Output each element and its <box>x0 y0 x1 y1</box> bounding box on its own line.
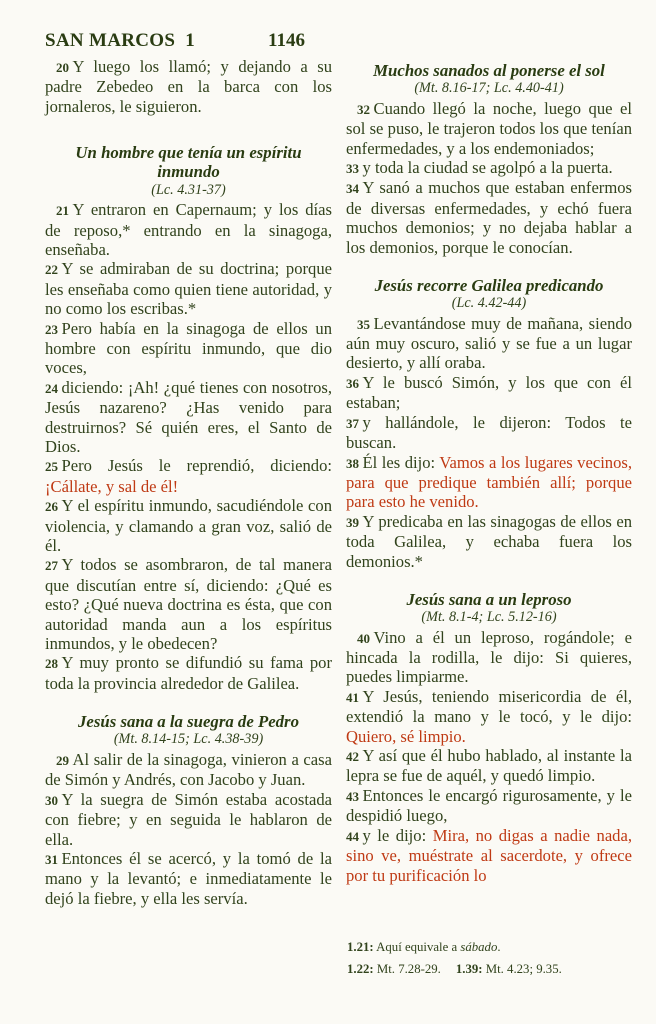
verse-text: Pero había en la sinagoga de ellos un hombre con espíritu inmundo, que dio voces, <box>45 318 332 378</box>
verse-text: y toda la ciudad se agolpó a la puerta. <box>362 157 613 177</box>
verse-number: 39 <box>346 514 359 530</box>
page-number: 1146 <box>268 30 305 51</box>
section-reference: (Mt. 8.14-15; Lc. 4.38-39) <box>113 731 264 748</box>
verse-36 <box>346 373 632 413</box>
red-letter-text: Vamos a los lugares vecinos, para que predique también allí; porque para esto he venido. <box>346 452 633 512</box>
verse-30 <box>45 790 332 849</box>
verse-text: Y sanó a muchos que estaban enfermos de diversas enfermedades, y echó fuera muchos demonios; y no dejaba hablar a los demonios, porque le conocían. <box>346 178 632 257</box>
verse-number: 24 <box>45 380 58 396</box>
verse-26 <box>45 496 332 555</box>
verse-number: 33 <box>346 160 359 176</box>
verse-number: 28 <box>45 656 58 672</box>
verse-number: 22 <box>45 262 58 278</box>
verse-number: 43 <box>346 788 359 804</box>
section-heading-galilee-preaching: Jesús recorre Galilea predicando <box>374 275 604 295</box>
footnotes <box>347 940 631 984</box>
text-columns <box>45 57 632 908</box>
verse-text: Al salir de la sinagoga, vinieron a casa de Simón y Andrés, con Jacobo y Juan. <box>45 749 332 790</box>
verse-33 <box>346 158 632 178</box>
verse-41 <box>346 687 632 746</box>
verse-text: y le dijo: <box>362 825 433 845</box>
verse-text: Y luego los llamó; y dejando a su padre Zebedeo en la barca con los jornaleros, le siguieron. <box>45 57 332 116</box>
verse-text: Y la suegra de Simón estaba acostada con fiebre; y en seguida le hablaron de ella. <box>45 789 332 849</box>
verse-text: diciendo: ¡Ah! ¿qué tienes con nosotros, Jesús nazareno? ¿Has venido para destruirnos? Sé quién eres, el Santo de Dios. <box>45 377 332 456</box>
red-letter-text: Quiero, sé limpio. <box>346 726 466 746</box>
verse-text: Y todos se asombraron, de tal manera que discutían entre sí, diciendo: ¿Qué es esto? ¿Qué nueva doctrina es ésta, que con autoridad manda aun a los espíritus inmundos, y le obedecen? <box>45 555 332 654</box>
verse-31 <box>45 849 332 908</box>
verse-number: 25 <box>45 459 58 475</box>
page-header <box>45 30 632 55</box>
footnote-label: 1.39: <box>455 962 483 976</box>
verse-text: Él les dijo: <box>362 452 440 472</box>
verse-24 <box>45 378 332 457</box>
verse-number: 30 <box>45 792 58 808</box>
verse-text: Entonces le encargó rigurosamente, y le despidió luego, <box>346 785 632 826</box>
verse-21 <box>45 200 332 259</box>
verse-number: 21 <box>56 203 69 219</box>
section-heading-many-healed: Muchos sanados al ponerse el sol <box>373 61 605 80</box>
section-reference: (Mt. 8.16-17; Lc. 4.40-41) <box>414 80 564 97</box>
verse-number: 38 <box>346 455 359 471</box>
red-letter-text: ¡Cállate, y sal de él! <box>45 476 179 496</box>
verse-22 <box>45 259 332 318</box>
verse-25 <box>45 456 332 496</box>
verse-text: Y muy pronto se difundió su fama por toda la provincia alrededor de Galilea. <box>45 653 332 693</box>
verse-20 <box>45 57 332 116</box>
verse-text: Pero Jesús le reprendió, diciendo: <box>61 456 332 476</box>
verse-number: 32 <box>357 101 370 117</box>
verse-number: 23 <box>45 321 58 337</box>
section-reference: (Lc. 4.31-37) <box>151 181 226 198</box>
footnote-label: 1.22: <box>347 962 374 976</box>
verse-number: 20 <box>56 60 69 75</box>
verse-34 <box>346 178 632 257</box>
footnote-text: Mt. 7.28-29. <box>376 962 441 976</box>
verse-40 <box>346 628 632 687</box>
red-letter-text: Mira, no digas a nadie nada, sino ve, muéstrate al sacerdote, y ofrece por tu purificación lo <box>346 825 632 885</box>
verse-27 <box>45 555 332 653</box>
verse-32 <box>346 99 632 158</box>
footnote-text: Mt. 4.23; 9.35. <box>485 962 562 976</box>
section-reference: (Lc. 4.42-44) <box>451 295 527 312</box>
book-title: SAN MARCOS 1 <box>45 30 196 51</box>
verse-text: Y así que él hubo hablado, al instante la lepra se fue de aquél, y quedó limpio. <box>346 746 632 786</box>
verse-number: 35 <box>357 316 370 332</box>
verse-text: Cuando llegó la noche, luego que el sol se puso, le trajeron todos los que tenían enfermedades, y a los endemoniados; <box>346 98 632 158</box>
verse-text: y hallándole, le dijeron: Todos te buscan. <box>346 412 632 453</box>
section-reference: (Mt. 8.1-4; Lc. 5.12-16) <box>421 609 557 626</box>
footnote-text: Aquí equivale a <box>376 940 461 954</box>
section-heading-unclean-spirit: Un hombre que tenía un espíritu inmundo <box>75 143 302 182</box>
verse-number: 41 <box>346 689 359 705</box>
footnote-1-21 <box>347 940 631 955</box>
verse-number: 42 <box>346 749 359 765</box>
verse-number: 37 <box>346 415 359 431</box>
footnote-label: 1.21: <box>347 940 374 954</box>
verse-text: Y el espíritu inmundo, sacudiéndole con violencia, y clamando a gran voz, salió de él. <box>45 496 332 556</box>
left-column <box>45 57 332 908</box>
verse-text: Y entraron en Capernaum; y los días de reposo,* entrando en la sinagoga, enseñaba. <box>45 200 332 259</box>
verse-text: Vino a él un leproso, rogándole; e hincada la rodilla, le dijo: Si quieres, puedes limpiarme. <box>346 627 632 687</box>
verse-38 <box>346 453 632 512</box>
verse-number: 44 <box>346 828 359 844</box>
verse-number: 40 <box>357 630 370 646</box>
verse-35 <box>346 314 632 373</box>
verse-37 <box>346 413 632 453</box>
section-heading-peters-mother-in-law: Jesús sana a la suegra de Pedro <box>78 712 299 732</box>
footnote-term: sábado <box>460 940 498 954</box>
verse-number: 27 <box>45 558 58 574</box>
verse-number: 29 <box>56 752 69 768</box>
verse-text: Entonces él se acercó, y la tomó de la mano y la levantó; e inmediatamente le dejó la fiebre, y ella les servía. <box>45 849 332 908</box>
verse-number: 31 <box>45 852 58 868</box>
verse-number: 34 <box>346 181 359 197</box>
verse-number: 36 <box>346 375 359 391</box>
verse-29 <box>45 750 332 790</box>
right-column <box>346 57 632 908</box>
verse-43 <box>346 786 632 826</box>
verse-28 <box>45 653 332 693</box>
footnote-text: . <box>497 940 501 954</box>
verse-text: Levantándose muy de mañana, siendo aún muy oscuro, salió y se fue a un lugar desierto, y allí oraba. <box>346 313 632 373</box>
verse-42 <box>346 746 632 786</box>
verse-23 <box>45 319 332 378</box>
verse-text: Y se admiraban de su doctrina; porque les enseñaba como quien tiene autoridad, y no como los escribas.* <box>45 259 332 319</box>
footnote-1-22-and-1-39 <box>347 962 631 977</box>
verse-text: Y Jesús, teniendo misericordia de él, extendió la mano y le tocó, y le dijo: <box>346 686 632 727</box>
verse-44 <box>346 826 632 885</box>
verse-text: Y le buscó Simón, y los que con él estaban; <box>346 372 632 413</box>
verse-number: 26 <box>45 499 58 515</box>
verse-text: Y predicaba en las sinagogas de ellos en toda Galilea, y echaba fuera los demonios.* <box>346 511 632 571</box>
section-heading-leper-healed: Jesús sana a un leproso <box>406 589 572 609</box>
verse-39 <box>346 512 632 571</box>
